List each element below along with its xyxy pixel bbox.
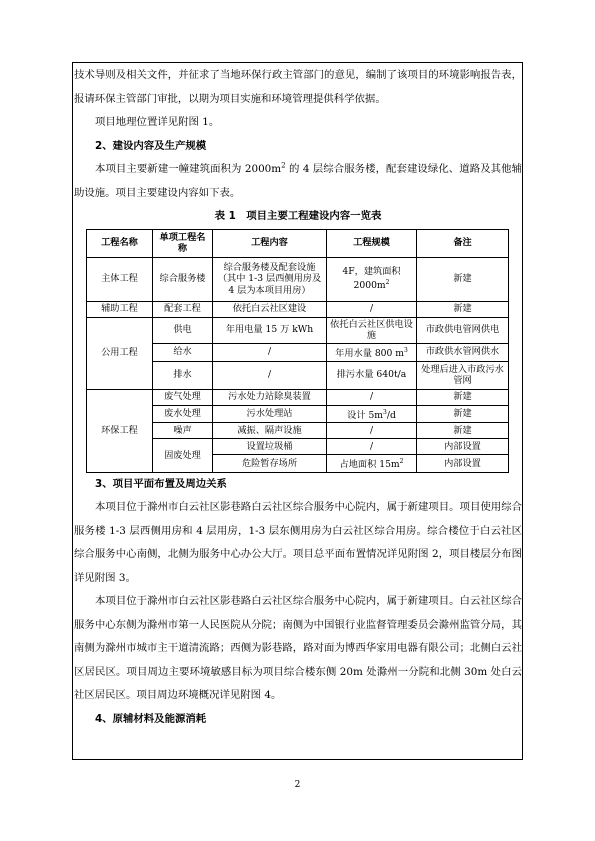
header-project-name: 工程名称 xyxy=(87,229,153,257)
cell-note: 新建 xyxy=(417,257,509,301)
cell-unit: 给水 xyxy=(153,343,213,361)
cell-scale: / xyxy=(327,439,417,455)
cell-scale: 年用水量 800 $m^3$ xyxy=(327,343,417,361)
table-header-row xyxy=(87,229,509,257)
intro-paragraph: 技术导则及相关文件，并征求了当地环保行政主管部门的意见，编制了该项目的环境影响报告表，报请环保主管部门审批，以期为项目实施和环境管理提供科学依据。 xyxy=(74,69,522,105)
section-3-paragraph-2: 本项目位于滁州市白云社区影巷路白云社区综合服务中心院内，属于新建项目。白云社区综合服务中心东侧为滁州市第一人民医院从分院；南侧为中国银行业监督管理委员会滁州监管分局，其南侧为滁州市城市主干道清流路；西侧为影巷路，路对面为博西华家用电器有限公司；北侧白云社区居民区。项目周边主要环境敏感目标为项目综合楼东侧 20m 处滁州一分院和北侧 30m 处白云社区居民区。项目周边环境概况详见附图 4。 xyxy=(74,595,522,702)
cell-note: 新建 xyxy=(417,423,509,439)
page-number: 2 xyxy=(294,780,301,790)
cell-content: / xyxy=(213,361,327,389)
table-row xyxy=(87,317,509,343)
table-row xyxy=(87,257,509,301)
group-aux: 辅助工程 xyxy=(87,301,153,317)
header-note: 备注 xyxy=(417,229,509,257)
section-2-heading: 2、建设内容及生产规模 xyxy=(95,139,207,152)
project-table xyxy=(86,229,509,473)
cell-unit: 综合服务楼 xyxy=(153,257,213,301)
cell-scale: / xyxy=(327,423,417,439)
cell-note: 市政供电管网供电 xyxy=(417,317,509,343)
cell-scale: / xyxy=(327,389,417,405)
cell-content: / xyxy=(213,343,327,361)
table-row xyxy=(87,389,509,405)
header-scale: 工程规模 xyxy=(327,229,417,257)
cell-note: 内部设置 xyxy=(417,455,509,473)
group-main: 主体工程 xyxy=(87,257,153,301)
page-content xyxy=(74,64,522,731)
section-2-paragraph: 本项目主要新建一幢建筑面积为 $2000m^2$ 的 4 层综合服务楼，配套建设绿化、道路及其他辅助设施。项目主要建设内容如下表。 xyxy=(74,161,522,199)
cell-content: 危险暂存场所 xyxy=(213,455,327,473)
cell-unit: 固废处理 xyxy=(153,439,213,473)
header-unit-name: 单项工程名称 xyxy=(153,229,213,257)
cell-scale: / xyxy=(327,301,417,317)
cell-content: 综合服务楼及配套设施（其中 1-3 层西侧用房及 4 层为本项目用房） xyxy=(213,257,327,301)
cell-scale: 排污水量 640t/a xyxy=(327,361,417,389)
group-public: 公用工程 xyxy=(87,317,153,389)
section-4-heading: 4、原辅材料及能源消耗 xyxy=(95,712,207,725)
cell-content: 污水处力站除臭装置 xyxy=(213,389,327,405)
section-3-paragraph-1: 本项目位于滁州市白云社区影巷路白云社区综合服务中心院内，属于新建项目。项目使用综合服务楼 1-3 层西侧用房和 4 层用房，1-3 层东侧用房为白云社区综合用房。综合楼位于白云社区综合服务中心南侧，北侧为服务中心办公大厅。项目总平面布置情况详见附图 2，项目楼层分布图详见附图 3。 xyxy=(74,501,522,584)
cell-unit: 废气处理 xyxy=(153,389,213,405)
cell-note: 处理后进入市政污水管网 xyxy=(417,361,509,389)
cell-unit: 噪声 xyxy=(153,423,213,439)
location-note: 项目地理位置详见附图 1。 xyxy=(95,116,220,128)
cell-unit: 废水处理 xyxy=(153,405,213,423)
table-row xyxy=(87,301,509,317)
cell-note: 市政供水管网供水 xyxy=(417,343,509,361)
cell-content: 减振、隔声设施 xyxy=(213,423,327,439)
cell-content: 依托白云社区建设 xyxy=(213,301,327,317)
cell-note: 新建 xyxy=(417,389,509,405)
cell-content: 污水处理站 xyxy=(213,405,327,423)
table-1-caption: 表 1 项目主要工程建设内容一览表 xyxy=(214,210,382,222)
cell-unit: 配套工程 xyxy=(153,301,213,317)
section-3-heading: 3、项目平面布置及周边关系 xyxy=(95,477,227,490)
cell-scale: 4F，建筑面积 $2000m^2$ xyxy=(327,257,417,301)
cell-note: 新建 xyxy=(417,301,509,317)
cell-note: 新建 xyxy=(417,405,509,423)
cell-content: 设置垃圾桶 xyxy=(213,439,327,455)
cell-note: 内部设置 xyxy=(417,439,509,455)
cell-content: 年用电量 15 万 kWh xyxy=(213,317,327,343)
cell-unit: 排水 xyxy=(153,361,213,389)
group-env: 环保工程 xyxy=(87,389,153,472)
cell-scale: 依托白云社区供电设施 xyxy=(327,317,417,343)
cell-unit: 供电 xyxy=(153,317,213,343)
cell-scale: 占地面积 $15m^2$ xyxy=(327,455,417,473)
cell-scale: 设计 $5m^3/d$ xyxy=(327,405,417,423)
header-content: 工程内容 xyxy=(213,229,327,257)
